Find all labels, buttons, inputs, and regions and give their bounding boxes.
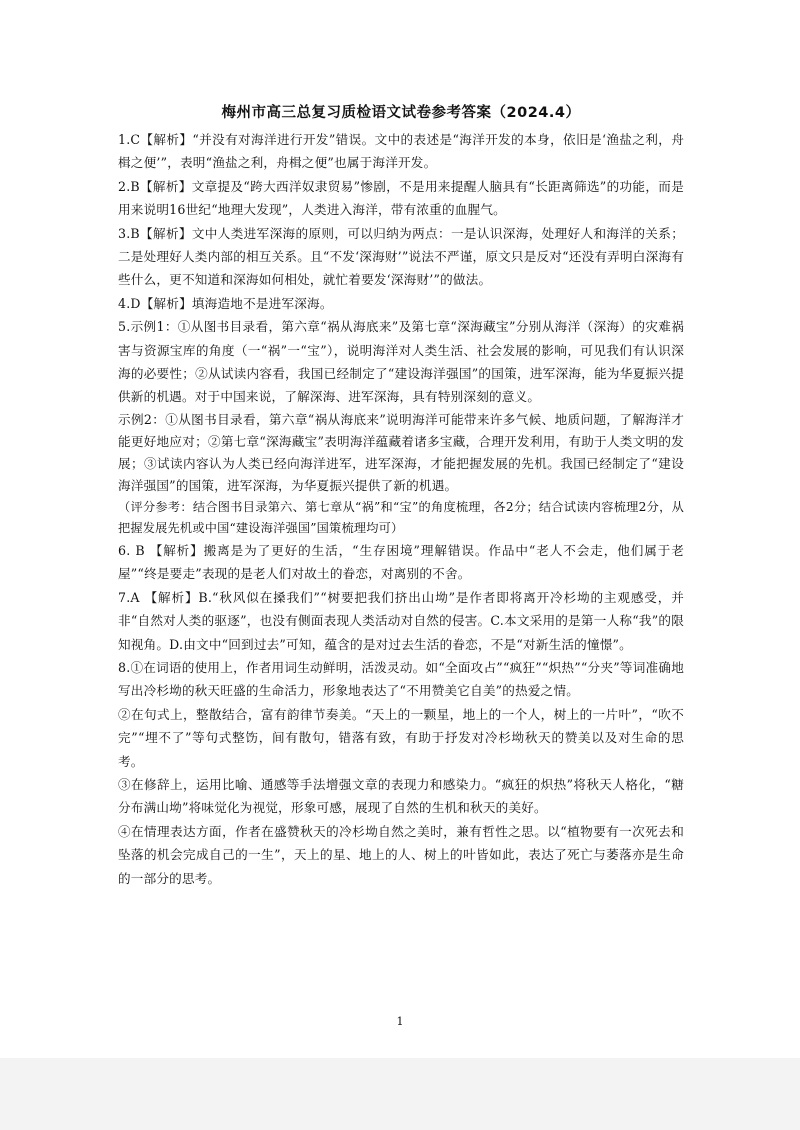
- scoring-note: （评分参考：结合图书目录第六、第七章从“祸”和“宝”的角度梳理，各2分；结合试读内容梳理2分，从把握发展先机或中国“建设海洋强国”国策梳理均可）: [118, 499, 684, 535]
- answer-2: 2.B【解析】文章提及“跨大西洋奴隶贸易”惨剧，不是用来提醒人脑具有“长距离筛选”的功能，而是用来说明16世纪“地理大发现”，人类进入海洋，带有浓重的血腥气。: [118, 178, 684, 218]
- answer-6: 6. B 【解析】搬离是为了更好的生活，“生存困境”理解错误。作品中“老人不会走，他们属于老屋”“终是要走”表现的是老人们对故土的眷恋，对离别的不舍。: [118, 542, 684, 582]
- answer-8-point-3: ③在修辞上，运用比喻、通感等手法增强文章的表现力和感染力。“疯狂的炽热”将秋天人格化，“糖分布满山坳”将味觉化为视觉，形象可感，展现了自然的生机和秋天的美好。: [118, 776, 684, 816]
- answer-4: 4.D【解析】填海造地不是进军深海。: [118, 295, 333, 311]
- answer-8-point-2: ②在句式上，整散结合，富有韵律节奏美。“天上的一颗星，地上的一个人，树上的一片叶”，“吹不完”“埋不了”等句式整饬，间有散句，错落有致，有助于抒发对冷杉坳秋天的赞美以及对生命的思考。: [118, 706, 684, 769]
- answer-7: 7.A 【解析】B.“秋风似在搡我们”“树要把我们挤出山坳”是作者即将离开冷杉坳的主观感受，并非“自然对人类的驱逐”，也没有侧面表现人类活动对自然的侵害。C.本文采用的是第一人称“我”的限知视角。D.由文中“回到过去”可知，蕴含的是对过去生活的眷恋，不是“对新生活的憧憬”。: [118, 589, 684, 652]
- page-number: 1: [396, 1015, 404, 1028]
- answer-1: 1.C【解析】“并没有对海洋进行开发”错误。文中的表述是“海洋开发的本身，依旧是‘渔盐之利，舟楫之便’”，表明“渔盐之利，舟楫之便”也属于海洋开发。: [118, 132, 684, 171]
- answer-8-point-1: 8.①在词语的使用上，作者用词生动鲜明，活泼灵动。如“全面攻占”“疯狂”“炽热”“分夹”等词准确地写出冷杉坳的秋天旺盛的生命活力，形象地表达了“不用赞美它自美”的热爱之情。: [118, 659, 684, 699]
- answer-5-example-1: 5.示例1：①从图书目录看，第六章“祸从海底来”及第七章“深海藏宝”分别从海洋（深海）的灾难祸害与资源宝库的角度（一“祸”一“宝”），说明海洋对人类生活、社会发展的影响，可见我们有认识深海的必要性；②从试读内容看，我国已经制定了“建设海洋强国”的国策，进军深海，能为华夏振兴提供新的机遇。对于中国来说，了解深海、进军深海，具有特别深刻的意义。: [118, 319, 684, 405]
- answer-3: 3.B【解析】文中人类进军深海的原则，可以归纳为两点：一是认识深海，处理好人和海洋的关系；二是处理好人类内部的相互关系。且“不发‘深海财’”说法不严谨，原文只是反对“还没有弄明白深海有些什么，更不知道和深海如何相处，就忙着要发‘深海财’”的做法。: [118, 225, 684, 288]
- answer-8-point-4: ④在情理表达方面，作者在盛赞秋天的冷杉坳自然之美时，兼有哲性之思。以“植物要有一次死去和坠落的机会完成自己的一生”，天上的星、地上的人、树上的叶皆如此，表达了死亡与萎落亦是生命的一部分的思考。: [118, 823, 684, 886]
- document-title: 梅州市高三总复习质检语文试卷参考答案（2024.4）: [221, 105, 581, 121]
- document-body: [118, 102, 684, 890]
- page-bottom-margin: [0, 1058, 800, 1130]
- answer-5-example-2: 示例2：①从图书目录看，第六章“祸从海底来”说明海洋可能带来许多气候、地质问题，了解海洋才能更好地应对；②第七章“深海藏宝”表明海洋蕴藏着诸多宝藏，合理开发利用，有助于人类文明的发展；③试读内容认为人类已经向海洋进军，进军深海，才能把握发展的先机。我国已经制定了“建设海洋强国”的国策，进军深海，为华夏振兴提供了新的机遇。: [118, 411, 684, 493]
